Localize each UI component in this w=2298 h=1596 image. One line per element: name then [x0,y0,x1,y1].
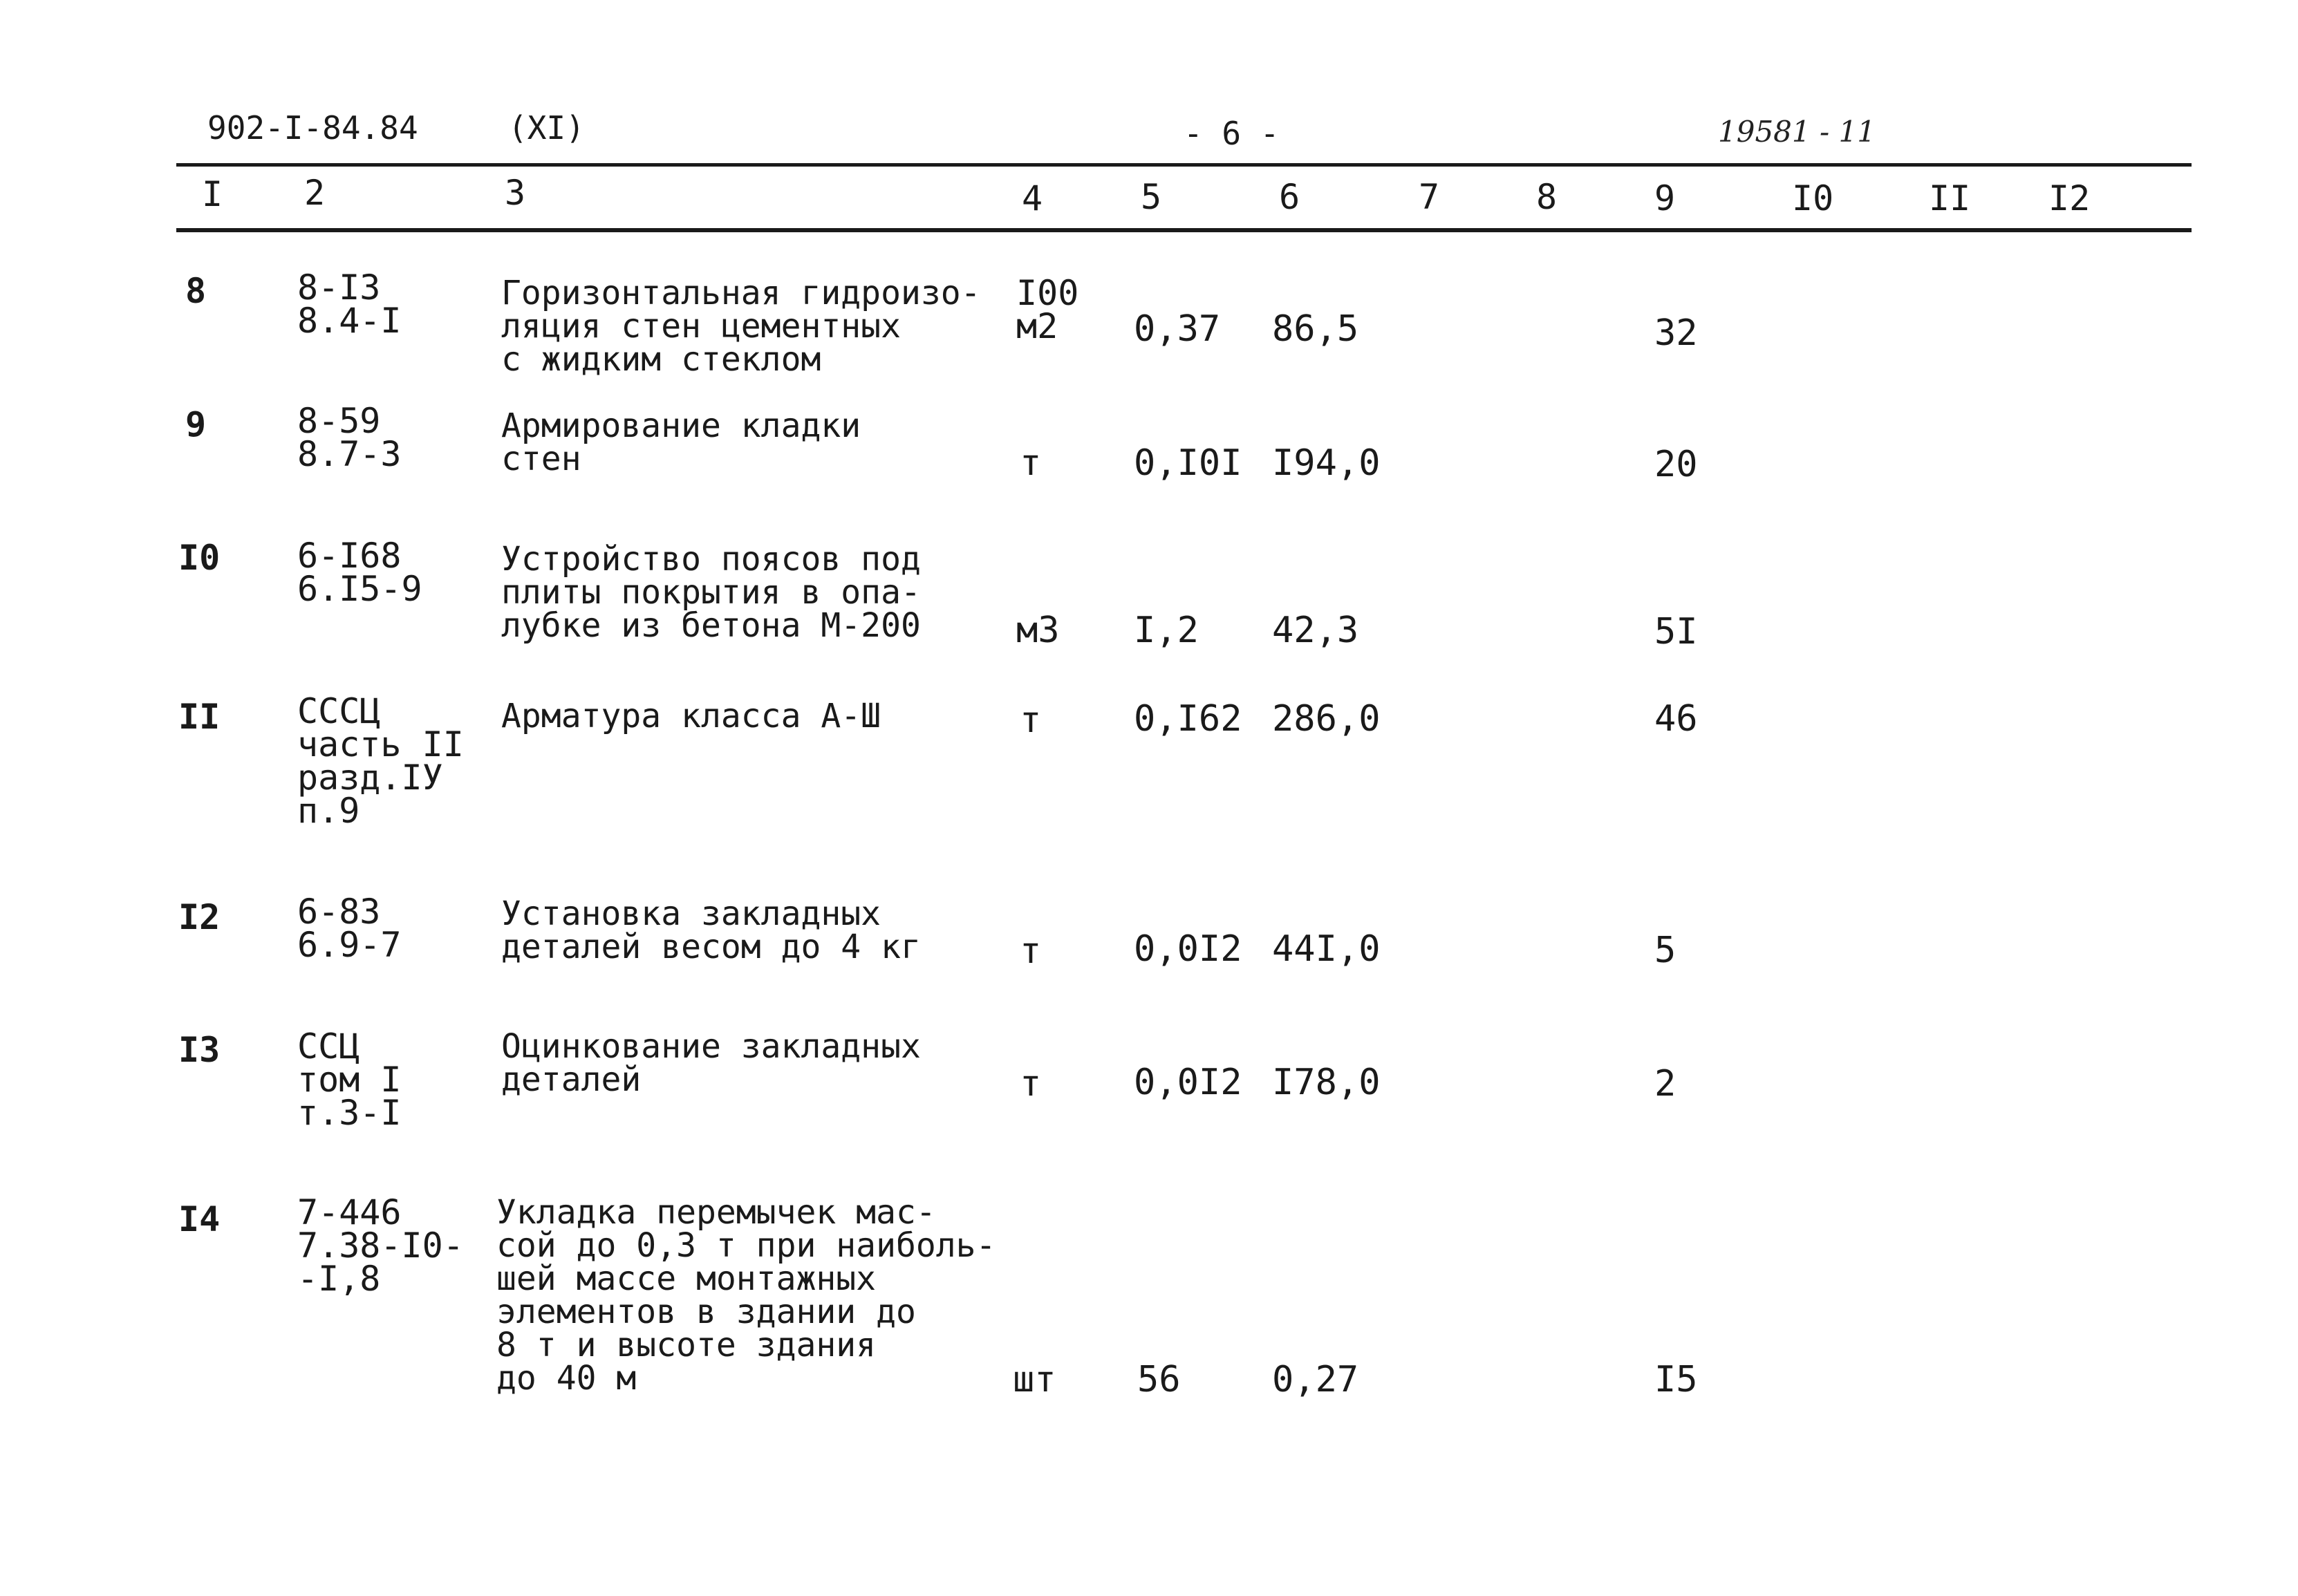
unit-price: I94,0 [1272,442,1381,484]
work-description: Укладка перемычек мас- [496,1193,936,1232]
total-cost: 5 [1654,930,1676,971]
header-bottom-rule [176,228,2192,232]
work-description: Армирование кладки [501,406,861,445]
work-description: плиты покрытия в опа- [501,573,921,612]
quantity: 0,0I2 [1134,1062,1242,1103]
unit-price: 42,3 [1272,610,1359,651]
unit-price: 44I,0 [1272,928,1381,970]
column-header: I2 [2048,178,2091,218]
norm-code: 8-59 [297,401,381,441]
inventory-number: 19581 - 11 [1718,115,1876,149]
row-number: I3 [178,1030,221,1070]
column-header: 9 [1654,178,1676,218]
work-description: Горизонтальная гидроизо- [501,274,981,312]
work-description: лубке из бетона М-200 [501,606,921,645]
work-description: стен [501,440,581,478]
row-number: I0 [178,538,221,578]
norm-code: 7-446 [297,1192,402,1232]
total-cost: 46 [1654,698,1698,740]
column-header: II [1929,178,1971,218]
norm-code: 6-I68 [297,536,402,576]
work-description: деталей [501,1060,642,1099]
total-cost: 20 [1654,444,1698,485]
norm-code: разд.IУ [297,758,443,798]
work-description: шей массе монтажных [496,1259,877,1298]
row-number: II [178,697,221,737]
unit-price: 0,27 [1272,1359,1359,1400]
total-cost: 2 [1654,1063,1676,1105]
quantity: 56 [1137,1359,1181,1400]
unit: т [1020,442,1042,484]
work-description: 8 т и высоте здания [496,1326,877,1364]
total-cost: 5I [1654,611,1698,653]
norm-code: часть II [297,724,464,764]
column-header: 2 [304,173,326,213]
top-rule [176,163,2192,167]
column-header: 8 [1536,177,1558,217]
quantity: I,2 [1134,610,1199,651]
quantity: 0,I0I [1134,442,1242,484]
unit-price: 286,0 [1272,698,1381,740]
column-header: 4 [1022,178,1043,218]
norm-code: том I [297,1060,402,1100]
norm-code: т.3-I [297,1093,402,1133]
column-header: I0 [1792,178,1834,218]
work-description: элементов в здании до [496,1293,916,1331]
norm-code: ССЦ [297,1026,360,1067]
work-description: с жидким стеклом [501,340,821,379]
row-number: I2 [178,897,221,937]
quantity: 0,37 [1134,308,1221,350]
work-description: Арматура класса А-Ш [501,697,881,735]
norm-code: 6-83 [297,892,381,932]
norm-code: п.9 [297,791,360,831]
work-description: до 40 м [496,1359,637,1398]
document-code: 902-I-84.84 [207,109,418,147]
work-description: сой до 0,3 т при наиболь- [496,1226,996,1265]
norm-code: 7.38-I0- [297,1226,464,1266]
unit: т [1020,930,1042,972]
unit-price: 86,5 [1272,308,1359,350]
column-header: 6 [1279,177,1300,217]
page-number: - 6 - [1184,115,1280,152]
work-description: Оцинкование закладных [501,1027,921,1066]
work-description: ляция стен цементных [501,307,901,346]
norm-code: 8-I3 [297,267,381,308]
unit: м3 [1016,610,1060,651]
norm-code: -I,8 [297,1259,381,1299]
work-description: деталей весом до 4 кг [501,928,921,966]
norm-code: 6.I5-9 [297,569,422,609]
unit-price: I78,0 [1272,1062,1381,1103]
column-header: I [202,174,223,214]
norm-code: 6.9-7 [297,925,402,965]
unit: т [1020,1063,1042,1105]
unit: I00 м2 [1016,273,1079,346]
total-cost: 32 [1654,312,1698,354]
column-header: 5 [1141,177,1162,217]
norm-code: СССЦ [297,691,381,731]
row-number: 9 [185,404,207,444]
unit: т [1020,700,1042,741]
total-cost: I5 [1654,1359,1698,1400]
row-number: 8 [185,271,207,311]
column-header: 3 [505,173,526,213]
row-number: I4 [178,1199,221,1239]
work-description: Устройство поясов под [501,540,921,579]
section-label: (XI) [508,109,585,147]
column-header: 7 [1419,177,1440,217]
quantity: 0,0I2 [1134,928,1242,970]
work-description: Установка закладных [501,894,881,933]
norm-code: 8.4-I [297,301,402,341]
quantity: 0,I62 [1134,698,1242,740]
norm-code: 8.7-3 [297,434,402,474]
unit: шт [1013,1359,1056,1400]
